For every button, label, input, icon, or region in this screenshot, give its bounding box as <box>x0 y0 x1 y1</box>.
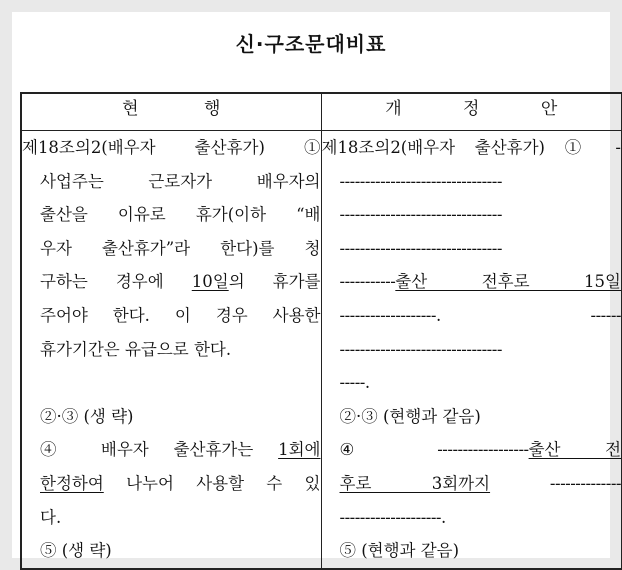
current-column-header: 현 행 <box>21 93 321 131</box>
proposed-line-13: ⑤ (현행과 같음) <box>339 541 460 561</box>
current-limited-to: 한정하여 <box>40 473 104 493</box>
header-row <box>21 93 622 131</box>
current-line-7: 휴가기간은 유급으로 한다. <box>40 339 232 359</box>
proposed-birth-before: 출산 전 <box>528 440 621 460</box>
current-line-3: 출산을 이유로 휴가(이하 “배 <box>40 205 321 225</box>
proposed-line-6 <box>322 299 622 333</box>
proposed-line-1: 제18조의2(배우자 출산휴가) ① - <box>321 138 621 157</box>
current-line-5-text: 구하는 경우에 <box>40 272 192 292</box>
proposed-line-5-dashes: ----------- <box>339 272 396 292</box>
comparison-table <box>20 92 622 570</box>
proposed-column-header: 개 정 안 <box>321 93 622 131</box>
current-line-11: 다. <box>40 507 62 527</box>
current-line-2: 사업주는 근로자가 배우자의 <box>40 171 321 191</box>
current-line-6: 주어야 한다. 이 경우 사용한 <box>40 305 321 325</box>
proposed-line-10-dashes: ④ ------------------ <box>339 440 529 460</box>
proposed-text-cell <box>321 131 622 569</box>
current-line-10 <box>22 467 321 501</box>
proposed-three-times: 후로 3회까지 <box>339 473 491 493</box>
current-line-8: ②·③ (생 략) <box>40 406 134 426</box>
proposed-line-8: -----. <box>339 373 370 393</box>
spacer <box>22 366 321 400</box>
proposed-line-7: -------------------------------- <box>339 339 502 359</box>
current-once-limit: 1회에 <box>278 440 321 460</box>
proposed-line-12: --------------------. <box>339 507 446 527</box>
current-line-9 <box>22 433 321 467</box>
proposed-line-2: -------------------------------- <box>339 171 502 191</box>
current-line-10-tail: 나누어 사용할 수 있 <box>103 473 321 493</box>
proposed-line-5 <box>322 265 622 299</box>
proposed-line-11 <box>322 467 622 501</box>
document-page <box>12 12 621 561</box>
proposed-line-3: -------------------------------- <box>339 205 502 225</box>
proposed-line-6-dashes: ------------------- <box>339 305 436 325</box>
document-title: 신·구조문대비표 <box>235 32 387 56</box>
current-line-5 <box>22 265 321 299</box>
current-line-5-tail: 의 휴가를 <box>228 272 321 292</box>
proposed-line-9: ②·③ (현행과 같음) <box>339 406 481 426</box>
proposed-line-4: -------------------------------- <box>339 238 502 258</box>
current-text-cell <box>21 131 321 569</box>
proposed-leave-days: 출산 전후로 15일 <box>395 272 621 292</box>
content-row <box>21 131 622 569</box>
current-leave-days: 10일 <box>191 272 229 292</box>
current-line-12: ⑤ (생 략) <box>40 541 112 561</box>
proposed-line-11-dashes: -------------- <box>490 473 621 493</box>
proposed-line-6-tail: . ------ <box>435 305 621 325</box>
current-line-4: 우자 출산휴가”라 한다)를 청 <box>40 238 321 258</box>
proposed-line-10 <box>322 433 622 467</box>
current-line-1: 제18조의2(배우자 출산휴가) ① <box>22 138 321 157</box>
current-line-9-text: ④ 배우자 출산휴가는 <box>40 440 279 460</box>
